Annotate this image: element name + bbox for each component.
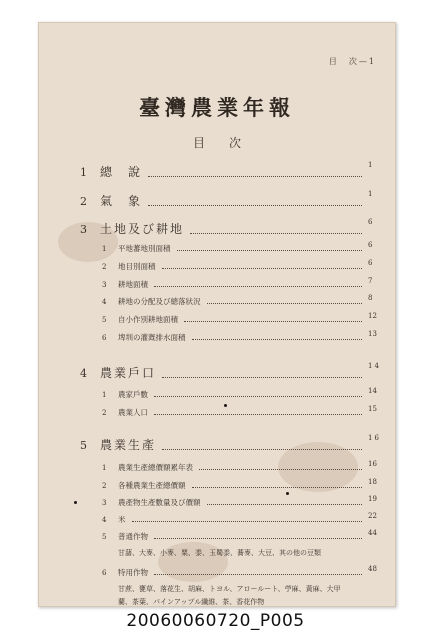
ink-dot — [286, 492, 289, 495]
toc-number: 2 — [80, 195, 89, 208]
toc-page: 6 — [368, 218, 375, 226]
toc-item-note: 藺、茶葉、パインアップル纖維、茶、香花作物 — [118, 598, 265, 606]
toc-number: 1 — [80, 166, 89, 179]
leader-dots — [148, 205, 362, 206]
toc-label: 氣 象 — [100, 194, 143, 208]
toc-label: 農業生產 — [100, 438, 157, 452]
toc-section-4 — [80, 364, 382, 381]
toc-item: 2 農業人口 15 — [102, 405, 377, 417]
leader-dots — [190, 233, 362, 234]
toc-item: 1 農業生產總價額累年表 16 — [102, 460, 377, 472]
toc-item: 3 農產物生產數量及び價額 19 — [102, 495, 377, 507]
toc-item: 6 埤圳の灌漑排水面積 13 — [102, 330, 377, 342]
toc-label: 農業戶口 — [100, 366, 157, 380]
toc-number: 5 — [80, 439, 89, 452]
toc-item: 1 農家戶數 14 — [102, 387, 377, 399]
toc-item: 4 耕地の分配及び總落狀況 8 — [102, 294, 373, 306]
document-page — [38, 22, 396, 607]
toc-item: 2 地目別面積 6 — [102, 259, 373, 271]
toc-number: 3 — [80, 223, 89, 236]
toc-page: 1 — [368, 190, 375, 198]
toc-section-2 — [80, 192, 382, 209]
ink-dot — [74, 501, 77, 504]
toc-item: 3 耕地面積 7 — [102, 277, 373, 289]
toc-item: 1 平地蕃地別面積 6 — [102, 241, 373, 253]
page-subtitle: 目次 — [192, 136, 265, 150]
page-label: 目 次—1 — [328, 57, 376, 66]
ink-dot — [224, 404, 227, 407]
leader-dots — [148, 176, 362, 177]
toc-item: 2 各種農業生產總價額 18 — [102, 478, 377, 490]
toc-page: 14 — [368, 362, 381, 370]
toc-item: 5 自小作別耕地面積 12 — [102, 312, 377, 324]
toc-page: 16 — [368, 434, 381, 442]
toc-section-3 — [80, 220, 382, 237]
toc-number: 4 — [80, 367, 89, 380]
toc-item-note: 甘蔗、甕草、落花生、胡麻、トヨル、アロールート、苧麻、黃麻、大甲 — [118, 585, 341, 593]
image-caption: 20060060720_P005 — [126, 611, 305, 631]
toc-page: 1 — [368, 161, 375, 169]
toc-label: 總 說 — [100, 165, 143, 179]
toc-item-note: 甘藷、大麥、小麥、粟、黍、玉蜀黍、蕎麥、大豆、其の他の豆類 — [118, 549, 321, 557]
toc-section-1 — [80, 163, 382, 180]
toc-item: 5 普通作物 44 — [102, 529, 377, 541]
toc-label: 土地及び耕地 — [100, 222, 185, 236]
leader-dots — [162, 449, 362, 450]
toc-item: 4 米 22 — [102, 512, 377, 524]
toc-section-5 — [80, 436, 382, 453]
page-title: 臺灣農業年報 — [139, 95, 295, 120]
leader-dots — [162, 377, 362, 378]
toc-item: 6 特用作物 48 — [102, 565, 377, 577]
